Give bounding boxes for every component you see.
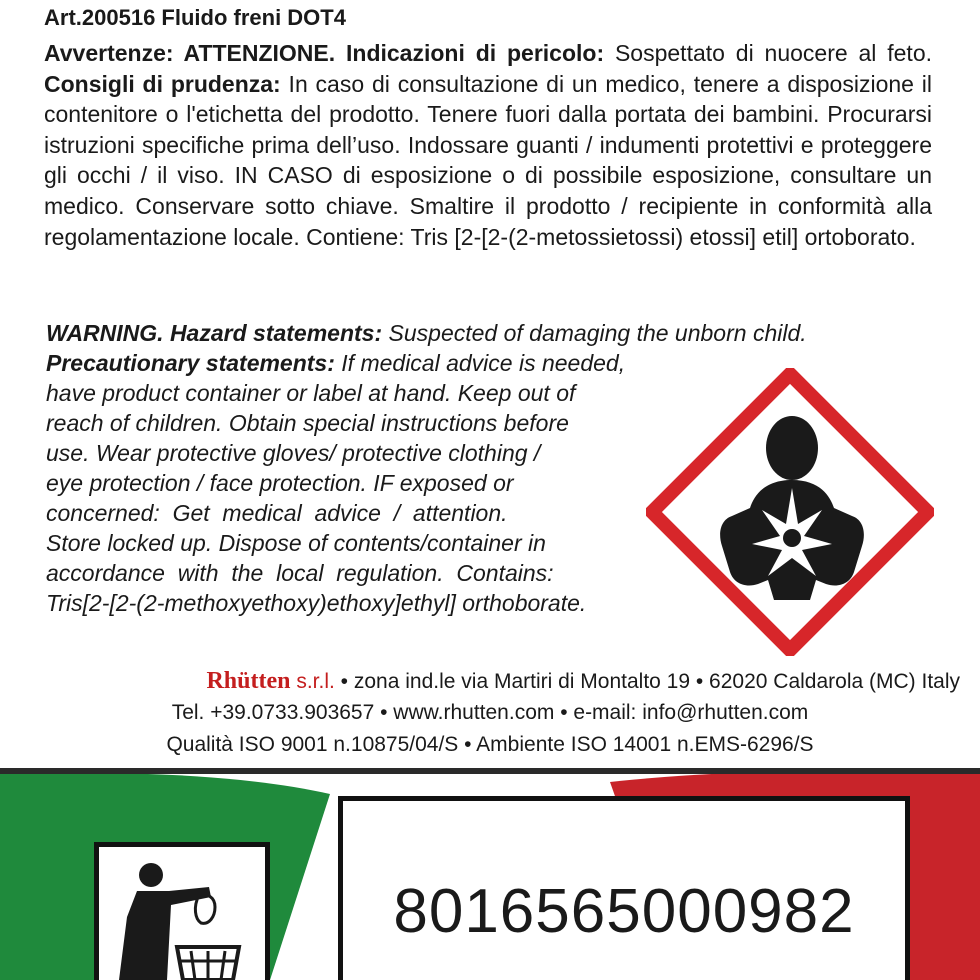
disposal-box: [94, 842, 270, 980]
english-line-8: Store locked up. Dispose of contents/container in: [46, 530, 546, 556]
product-title: Art.200516 Fluido freni DOT4: [44, 5, 346, 30]
tidyman-icon: [99, 847, 265, 980]
english-line-3: have product container or label at hand. Keep out of: [46, 380, 576, 406]
italian-precaution-label: Consigli di prudenza:: [44, 70, 281, 97]
english-line-5: use. Wear protective gloves/ protective clothing /: [46, 440, 541, 466]
english-line-1: [46, 318, 807, 348]
company-address-line: [20, 666, 960, 697]
english-hazard-text: Suspected of damaging the unborn child.: [382, 320, 807, 346]
english-line-6: eye protection / face protection. IF exposed or: [46, 470, 514, 496]
barcode-number: 8016565000982: [393, 877, 855, 946]
english-line-7: concerned: Get medical advice / attention.: [46, 500, 508, 526]
english-precaution-text: If medical advice is needed,: [334, 350, 626, 376]
english-line-4: reach of children. Obtain special instructions before: [46, 410, 569, 436]
italian-warnings: [44, 38, 932, 252]
health-hazard-icon: [646, 368, 934, 656]
company-suffix: s.r.l.: [296, 670, 335, 693]
company-contacts: Tel. +39.0733.903657 • www.rhutten.com • e-mail: info@rhutten.com: [171, 701, 809, 724]
english-precaution-label: Precautionary statements:: [46, 350, 335, 376]
english-line-10: Tris[2-[2-(2-methoxyethoxy)ethoxy]ethyl] orthoborate.: [46, 590, 587, 616]
english-warning-label: WARNING. Hazard statements:: [46, 320, 383, 346]
barcode-box: [338, 796, 910, 980]
italian-hazard-text: Sospettato di nuocere al feto.: [604, 40, 933, 66]
italian-precaution-text: In caso di consultazione di un medico, tenere a disposizione il contenitore o l'etichetta del prodotto. Tenere fuori dalla portata dei bambini. Procurarsi istruzioni specifiche prima dell’uso. Indossare guanti / indumenti protettivi e proteggere gli occhi / il viso. IN CASO di esposizione o di possibile esposizione, consultare un medico. Conservare sotto chiave. Smaltire il prodotto / recipiente in conformità alla regolamentazione locale. Contiene: Tris [2-[2-(2-metossietossi) etossi] etil] ortoborato.: [44, 70, 932, 250]
company-quality: Qualità ISO 9001 n.10875/04/S • Ambiente ISO 14001 n.EMS-6296/S: [166, 733, 814, 756]
ghs-head: [766, 416, 818, 480]
company-address: • zona ind.le via Martiri di Montalto 19 • 62020 Caldarola (MC) Italy: [334, 670, 960, 693]
italian-warning-label: Avvertenze: ATTENZIONE. Indicazioni di pericolo:: [44, 40, 605, 66]
english-line-9: accordance with the local regulation. Contains:: [46, 560, 554, 586]
company-brand: Rhütten: [206, 668, 291, 694]
